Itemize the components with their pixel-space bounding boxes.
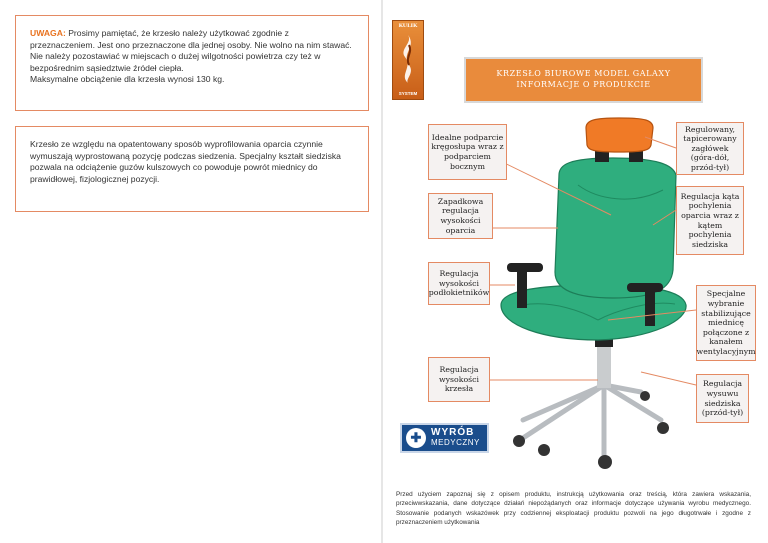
callout-armrest-height: Regulacja wysokości podłokietników xyxy=(428,262,490,305)
left-armrest-post xyxy=(517,270,527,308)
badge-line1: WYRÓB xyxy=(431,427,475,438)
header-subtitle: INFORMACJE O PRODUKCIE xyxy=(516,80,651,89)
callout-seat-depth: Regulacja wysuwu siedziska (przód-tył) xyxy=(696,374,749,423)
warning-label: UWAGA: xyxy=(30,28,66,38)
logo-brand: KULIK xyxy=(398,23,418,29)
callout-backrest-height: Zapadkowa regulacja wysokości oparcia xyxy=(428,193,493,239)
header-title: KRZESŁO BIUROWE MODEL GALAXY xyxy=(496,69,671,78)
disclaimer-text: Przed użyciem zapoznaj się z opisem produktu, instrukcją użytkowania oraz treścią, która zawiera wskazania, przeciwwskazania, dane dotyczące działań niepożądanych oraz informacje dotyczące używania wyrobu medycznego. Stosowanie podanych wskazówek przy codziennej eksploatacji produktu pozwoli na jego długotrwałe i zgodne z przeznaczeniem użytkowania xyxy=(396,491,751,527)
badge-line2: MEDYCZNY xyxy=(431,438,480,447)
right-armrest-post xyxy=(645,290,655,326)
callout-lumbar-support: Idealne podparcie kręgosłupa wraz z podparciem bocznym xyxy=(428,124,507,180)
callout-tilt: Regulacja kąta pochylenia oparcia wraz z kątem pochylenia siedziska xyxy=(676,186,744,255)
callout-seat-height: Regulacja wysokości krzesła xyxy=(428,357,490,402)
medical-cross-icon: ✚ xyxy=(406,428,426,448)
logo-system: SYSTEM xyxy=(398,91,418,96)
medical-device-badge xyxy=(400,423,489,453)
max-load-text: Maksymalne obciążenie dla krzesła wynosi 130 kg. xyxy=(30,74,225,85)
callout-headrest: Regulowany, tapicerowany zagłówek (góra-dół, przód-tył) xyxy=(676,122,744,175)
warning-notice xyxy=(15,15,369,111)
posture-note: Krzesło ze względu na opatentowany sposób wyprofilowania oparcia czynnie wymuszają wyprostowaną pozycję podczas siedzenia. Specjalny kształt siedziska pozwala na odciążenie guzów kulszowych co powoduje powrót miednicy do prawidłowej, fizjologicznej pozycji. xyxy=(15,126,369,212)
callout-seat-shape: Specjalne wybranie stabilizujące miednicę połączone z kanałem wentylacyjnym xyxy=(696,285,756,361)
backrest xyxy=(555,158,676,298)
headrest xyxy=(586,118,653,152)
warning-text: Prosimy pamiętać, że krzesło należy użytkować zgodnie z przeznaczeniem. Jest ono przeznaczone dla jednej osoby. Nie wolno na nim stawać. Nie należy pozostawiać w miejscach o dużej wilgotności powietrza czy też w bezpośrednim sąsiedztwie źródeł ciepła. xyxy=(30,28,352,73)
